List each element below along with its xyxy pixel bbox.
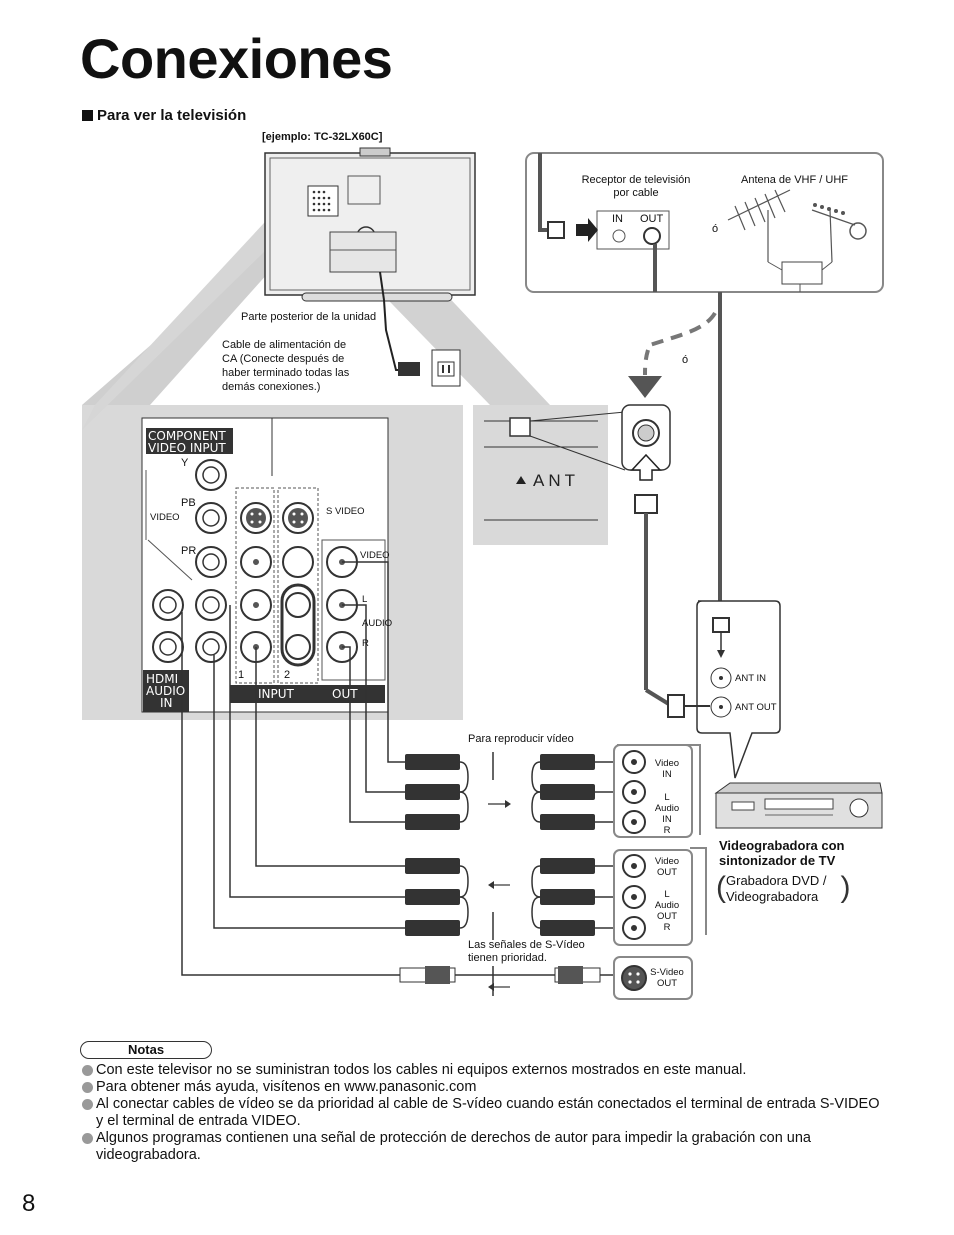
- page-title: Conexiones: [80, 27, 393, 90]
- page-number: 8: [22, 1190, 36, 1217]
- av-terminal-panel: [142, 418, 388, 712]
- ant-out-label: ANT OUT: [735, 702, 777, 713]
- input-2-label: 2: [284, 669, 291, 681]
- hdmi-audio-label: HDMI AUDIO IN: [146, 672, 186, 710]
- tv-example-label: [ejemplo: TC-32LX60C]: [262, 131, 383, 143]
- vcr-svideo-out-label: S-Video OUT: [650, 967, 684, 989]
- vcr-audio-in-label: L Audio IN R: [654, 792, 680, 836]
- play-label: Para reproducir vídeo: [468, 733, 574, 745]
- y-label: Y: [181, 457, 189, 469]
- vcr-video-out-label: Video OUT: [654, 856, 680, 878]
- ant-in-label: ANT IN: [735, 673, 766, 684]
- ant-label: ANT: [533, 471, 579, 490]
- pr-label: PR: [181, 545, 197, 557]
- section-title: Para ver la televisión: [97, 107, 247, 124]
- note-item: Para obtener más ayuda, visítenos en www.panasonic.com: [82, 1079, 882, 1096]
- video-in-label: VIDEO: [150, 512, 180, 523]
- vcr-device: [716, 783, 882, 828]
- note-item: Con este televisor no se suministran todos los cables ni equipos externos mostrados en este manual.: [82, 1062, 882, 1079]
- or-label-2: ó: [682, 354, 689, 366]
- l-label: L: [362, 594, 368, 605]
- audio-label: AUDIO: [362, 618, 393, 629]
- r-label: R: [362, 638, 369, 649]
- antenna-label: Antena de VHF / UHF: [741, 174, 848, 186]
- input-1-label: 1: [238, 669, 245, 681]
- cable-receiver-label: Receptor de televisión por cable: [581, 174, 691, 199]
- note-item: Al conectar cables de vídeo se da prioridad al cable de S-vídeo cuando están conectados el terminal de entrada S-VIDEO y el terminal de entrada VIDEO.: [82, 1096, 882, 1130]
- or-label-1: ó: [712, 223, 719, 235]
- tv-back-label: Parte posterior de la unidad: [241, 311, 377, 323]
- input-label: INPUT: [258, 687, 294, 701]
- vcr-audio-out-label: L Audio OUT R: [654, 889, 680, 933]
- note-item: Algunos programas contienen una señal de protección de derechos de autor para impedir la grabación con una videograbadora.: [82, 1130, 882, 1164]
- vcr-title: Videograbadora con sintonizador de TV: [719, 838, 845, 868]
- svideo-label: S VIDEO: [326, 506, 365, 517]
- vcr-subtitle: ( Grabadora DVD / Videograbadora ): [716, 871, 851, 904]
- notes-list: [82, 1062, 882, 1164]
- out-panel-label: OUT: [332, 687, 358, 701]
- notes-label: Notas: [80, 1041, 212, 1059]
- svideo-priority-label: Las señales de S-Vídeo tienen prioridad.: [468, 939, 585, 964]
- vcr-video-in-label: Video IN: [654, 758, 680, 780]
- power-cable-label: Cable de alimentación de CA (Conecte después de haber terminado todas las demás conexiones.): [222, 339, 350, 393]
- component-title: COMPONENT VIDEO INPUT: [148, 429, 226, 455]
- video-out-label: VIDEO: [360, 550, 390, 561]
- pb-label: PB: [181, 497, 196, 509]
- in-label: IN: [612, 213, 623, 225]
- out-label: OUT: [640, 213, 664, 225]
